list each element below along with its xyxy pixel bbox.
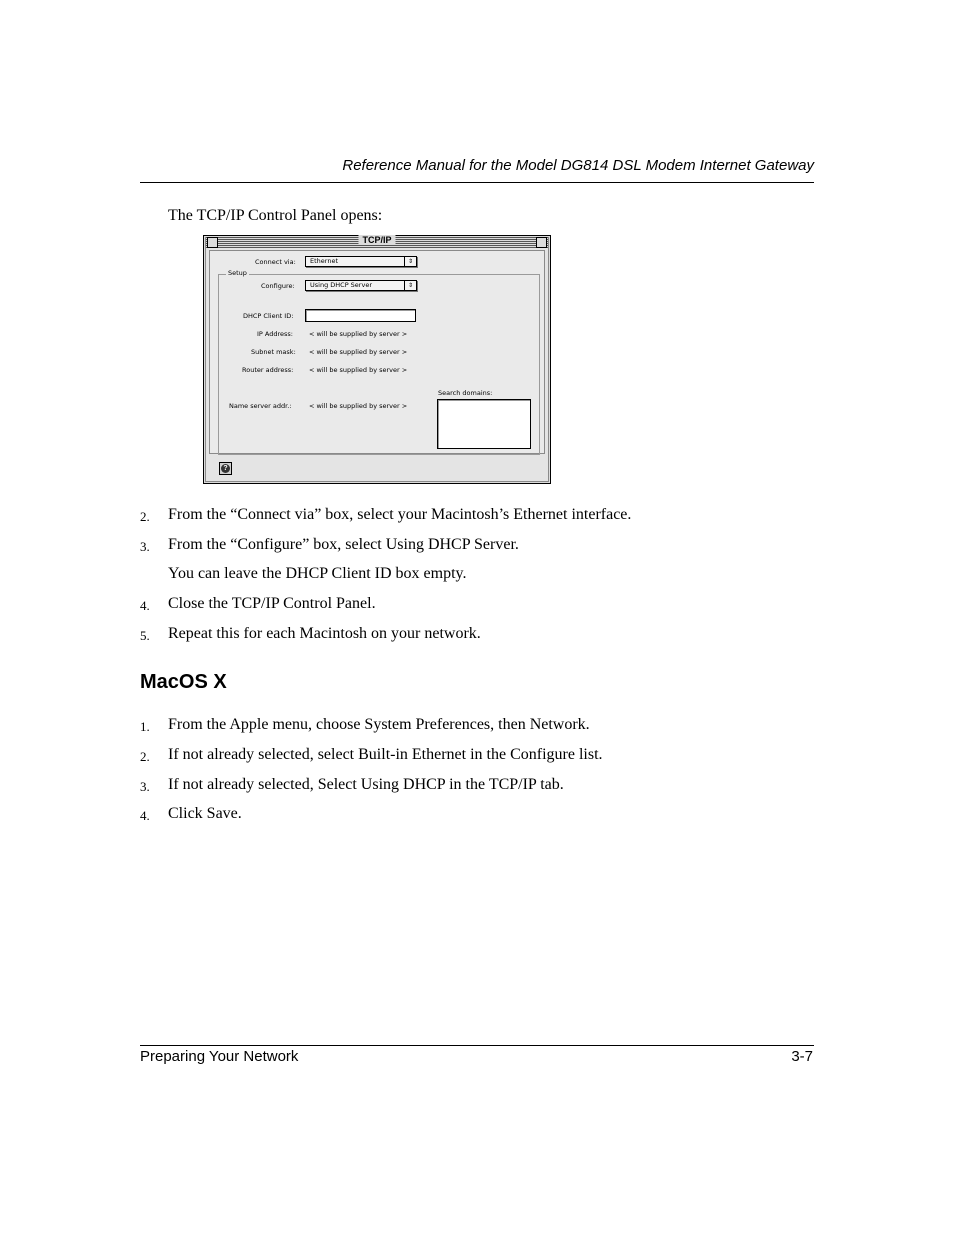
- step-number: 2.: [140, 509, 150, 524]
- step-text: Close the TCP/IP Control Panel.: [168, 595, 376, 612]
- close-box-icon[interactable]: [207, 237, 218, 248]
- configure-label: Configure:: [261, 282, 295, 290]
- step-text: If not already selected, Select Using DHCP in the TCP/IP tab.: [168, 776, 564, 793]
- title-bar[interactable]: [206, 237, 548, 248]
- router-address-value: < will be supplied by server >: [309, 366, 408, 374]
- name-server-value: < will be supplied by server >: [309, 402, 408, 410]
- ip-address-label: IP Address:: [257, 330, 293, 338]
- help-icon: ?: [221, 464, 230, 473]
- running-header: Reference Manual for the Model DG814 DSL Modem Internet Gateway: [342, 157, 814, 174]
- step-number: 3.: [140, 539, 150, 554]
- step-text: From the “Connect via” box, select your Macintosh’s Ethernet interface.: [168, 506, 632, 523]
- connect-via-label: Connect via:: [255, 258, 296, 266]
- page-number: 3-7: [791, 1048, 813, 1065]
- window-content: [209, 250, 545, 454]
- setup-label: Setup: [228, 269, 247, 277]
- step-text: From the Apple menu, choose System Preferences, then Network.: [168, 716, 590, 733]
- step-number: 2.: [140, 749, 150, 764]
- step-number: 3.: [140, 779, 150, 794]
- configure-value: Using DHCP Server: [310, 281, 372, 289]
- connect-via-value: Ethernet: [310, 257, 338, 265]
- step-number: 5.: [140, 628, 150, 643]
- footer-rule: [140, 1045, 814, 1046]
- subnet-mask-value: < will be supplied by server >: [309, 348, 408, 356]
- tcpip-control-panel-window: [203, 235, 551, 484]
- footer-chapter: Preparing Your Network: [140, 1048, 299, 1065]
- step-text: If not already selected, select Built-in Ethernet in the Configure list.: [168, 746, 603, 763]
- step-number: 4.: [140, 808, 150, 823]
- intro-text: The TCP/IP Control Panel opens:: [168, 207, 383, 224]
- search-domains-field[interactable]: [437, 399, 531, 449]
- help-button[interactable]: [219, 462, 232, 475]
- step-text: Click Save.: [168, 805, 242, 822]
- popup-arrows-icon: ⇕: [404, 257, 416, 266]
- step-text: From the “Configure” box, select Using DHCP Server.: [168, 536, 519, 553]
- dhcp-client-id-field[interactable]: [305, 309, 416, 322]
- router-address-label: Router address:: [242, 366, 294, 374]
- step-note: You can leave the DHCP Client ID box empty.: [168, 565, 467, 582]
- ip-address-value: < will be supplied by server >: [309, 330, 408, 338]
- step-number: 1.: [140, 719, 150, 734]
- subnet-mask-label: Subnet mask:: [251, 348, 296, 356]
- section-heading: MacOS X: [140, 671, 227, 693]
- window-title: TCP/IP: [358, 235, 395, 245]
- configure-popup[interactable]: [305, 280, 417, 291]
- collapse-box-icon[interactable]: [536, 237, 547, 248]
- connect-via-popup[interactable]: [305, 256, 417, 267]
- step-text: Repeat this for each Macintosh on your network.: [168, 625, 481, 642]
- search-domains-label: Search domains:: [438, 389, 493, 397]
- header-rule: [140, 182, 814, 183]
- step-number: 4.: [140, 598, 150, 613]
- name-server-label: Name server addr.:: [229, 402, 292, 410]
- dhcp-client-id-label: DHCP Client ID:: [243, 312, 294, 320]
- popup-arrows-icon: ⇕: [404, 281, 416, 290]
